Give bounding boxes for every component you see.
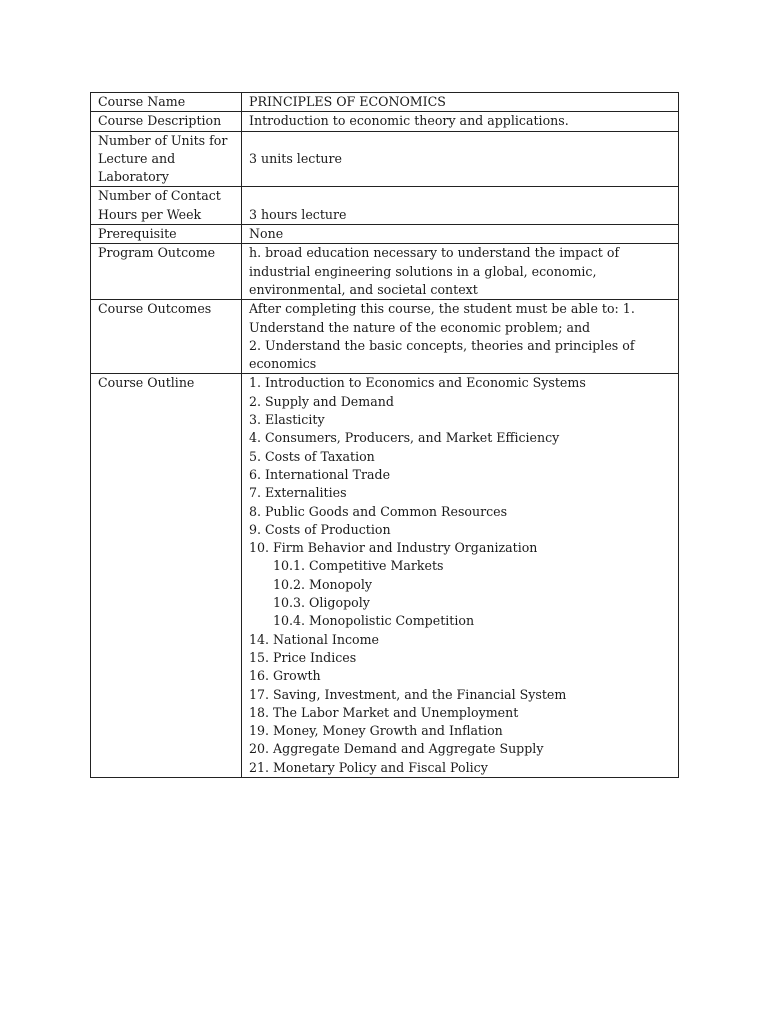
outline-item: 8. Public Goods and Common Resources [249, 503, 508, 519]
outline-item: 15. Price Indices [249, 649, 357, 665]
row-course-outcomes [91, 300, 679, 374]
units-label-line: Number of Units for [98, 132, 228, 148]
row-units [91, 131, 679, 187]
course-outcomes-label: Course Outcomes [91, 300, 242, 374]
outline-item: 17. Saving, Investment, and the Financial System [249, 686, 567, 702]
contact-hours-label-line: Hours per Week [98, 206, 202, 222]
course-outline-label: Course Outline [91, 374, 242, 778]
outline-item: 14. National Income [249, 631, 379, 647]
units-value: 3 units lecture [242, 131, 679, 187]
course-description-label: Course Description [91, 112, 242, 131]
outline-subitem: 10.3. Oligopoly [273, 595, 370, 611]
prerequisite-value: None [242, 225, 679, 244]
program-outcome-line: h. broad education necessary to understand the impact of [249, 245, 620, 261]
program-outcome-value [242, 244, 679, 300]
units-label [91, 131, 242, 187]
outline-item: 10. Firm Behavior and Industry Organization [249, 540, 538, 556]
row-program-outcome [91, 244, 679, 300]
outline-item: 2. Supply and Demand [249, 393, 394, 409]
contact-hours-label-line: Number of Contact [98, 188, 221, 204]
course-outcomes-line: 2. Understand the basic concepts, theories and principles of [249, 337, 635, 353]
contact-hours-value: 3 hours lecture [242, 187, 679, 225]
row-course-name [91, 93, 679, 112]
outline-item: 4. Consumers, Producers, and Market Efficiency [249, 430, 560, 446]
outline-item: 6. International Trade [249, 466, 391, 482]
program-outcome-line: industrial engineering solutions in a global, economic, [249, 263, 597, 279]
row-course-description [91, 112, 679, 131]
outline-item: 21. Monetary Policy and Fiscal Policy [249, 759, 488, 775]
outline-item: 19. Money, Money Growth and Inflation [249, 723, 503, 739]
course-outcomes-line: After completing this course, the student must be able to: 1. [249, 301, 635, 317]
outline-item: 20. Aggregate Demand and Aggregate Supply [249, 741, 544, 757]
outline-subitem: 10.2. Monopoly [273, 576, 373, 592]
course-description-value: Introduction to economic theory and applications. [242, 112, 679, 131]
outline-item: 1. Introduction to Economics and Economic Systems [249, 375, 586, 391]
program-outcome-line: environmental, and societal context [249, 281, 478, 297]
outline-item: 18. The Labor Market and Unemployment [249, 704, 519, 720]
program-outcome-label: Program Outcome [91, 244, 242, 300]
row-prerequisite [91, 225, 679, 244]
units-label-line: Lecture and [98, 150, 176, 166]
row-course-outline [91, 374, 679, 778]
course-syllabus-table [90, 92, 679, 778]
outline-subitem: 10.4. Monopolistic Competition [273, 613, 475, 629]
outline-subitem: 10.1. Competitive Markets [273, 558, 444, 574]
outline-item: 7. Externalities [249, 485, 347, 501]
course-name-value: PRINCIPLES OF ECONOMICS [242, 93, 679, 112]
outline-item: 3. Elasticity [249, 412, 325, 428]
outline-item: 16. Growth [249, 668, 321, 684]
outline-item: 5. Costs of Taxation [249, 448, 375, 464]
prerequisite-label: Prerequisite [91, 225, 242, 244]
course-outcomes-line: economics [249, 356, 317, 372]
contact-hours-label [91, 187, 242, 225]
course-outcomes-line: Understand the nature of the economic problem; and [249, 319, 591, 335]
units-label-line: Laboratory [98, 169, 169, 185]
course-outcomes-value [242, 300, 679, 374]
row-contact-hours [91, 187, 679, 225]
course-name-label: Course Name [91, 93, 242, 112]
outline-item: 9. Costs of Production [249, 521, 391, 537]
course-outline-value [242, 374, 679, 778]
